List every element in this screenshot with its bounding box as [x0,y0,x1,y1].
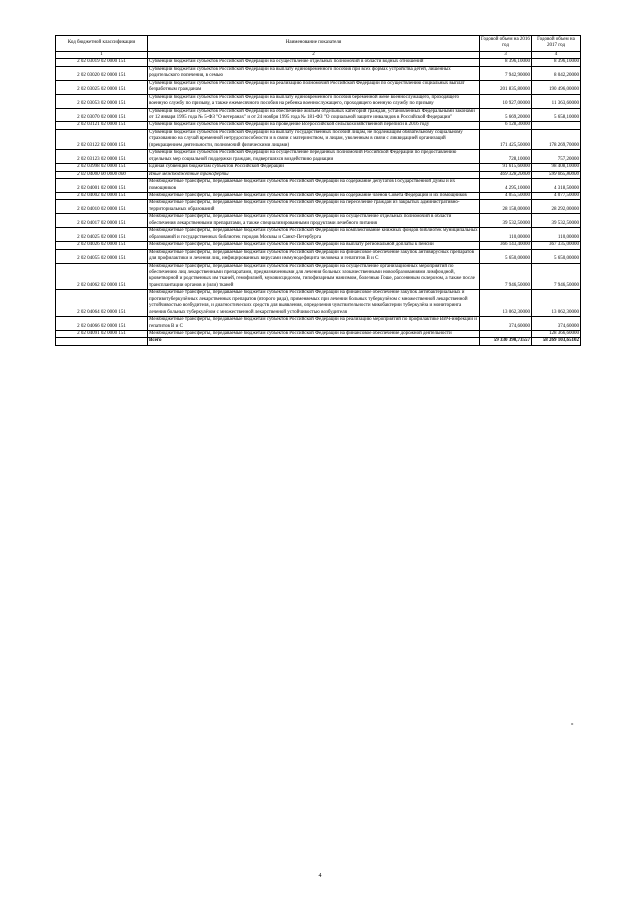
name-cell: Межбюджетные трансферты, передаваемые бюджетам субъектов Российской Федерации на выплату региональной доплаты к пенсии [148,242,480,249]
value-2016-cell: 91 615,60000 [480,164,532,171]
header-year-2016: Годовой объем на 2016 год [480,36,532,52]
page-number: 4 [318,873,322,879]
table-body [56,59,581,338]
header-name: Наименование показателя [148,36,480,52]
name-cell: Субвенции бюджетам субъектов Российской Федерации на реализацию полномочий Российской Федерации по осуществлению социальных выплат безработным гражданам [148,80,480,94]
value-2016-cell: 4 295,10000 [480,179,532,193]
name-cell: Субвенции бюджетам субъектов Российской Федерации на проведение Всероссийской сельскохозяйственной переписи в 2016 году [148,122,480,129]
total-code-cell [56,338,148,345]
value-2016-cell: 5 650,00000 [480,249,532,263]
value-2017-cell: 178 269,70000 [532,129,581,149]
value-2017-cell: 8 396,10000 [532,59,581,66]
column-number: 1 [56,51,148,58]
value-2016-cell: 5 669,20000 [480,108,532,122]
value-2017-cell: 367 335,00000 [532,242,581,249]
code-cell: 2 02 04055 02 0000 151 [56,249,148,263]
name-cell: Субвенции бюджетам субъектов Российской Федерации на осуществление переданных полномочий Российской Федерации по предоставлению отдельных мер социальной поддержки граждан, подвергшихся воздействию радиации [148,150,480,164]
code-cell: 2 02 04002 02 0000 151 [56,192,148,199]
value-2017-cell: 4 077,50000 [532,192,581,199]
value-2017-cell: 13 062,30000 [532,290,581,317]
code-cell: 2 02 03123 02 0000 151 [56,150,148,164]
code-cell: 2 02 03998 02 0000 151 [56,164,148,171]
code-cell: 2 02 03020 02 0000 151 [56,66,148,80]
value-2017-cell: 374,60000 [532,317,581,331]
column-number: 2 [148,51,480,58]
name-cell: Межбюджетные трансферты, передаваемые бюджетам субъектов Российской Федерации на финансовое обеспечение закупок антибактериальных и противотуберкулёзных лекарственных препаратов (второго ряда), применяемых при лечении больных туберкулёзом с множественной лекарственной устойчивостью возбудителя, и диагностических средств для выявления, определения чувствительности микобактерии туберкулёза и мониторинга лечения больных туберкулёзом с множественной лекарственной устойчивостью возбудителя [148,290,480,317]
name-cell: Межбюджетные трансферты, передаваемые бюджетам субъектов Российской Федерации на переселение граждан из закрытых административно-территориальных образований [148,200,480,214]
code-cell: 2 02 04064 02 0000 151 [56,290,148,317]
value-2016-cell: 366 143,40000 [480,242,532,249]
name-cell: Межбюджетные трансферты, передаваемые бюджетам субъектов Российской Федерации на финансовое обеспечение дорожной деятельности [148,331,480,338]
code-cell: 2 02 04025 02 0000 151 [56,228,148,242]
value-2017-cell: 8 042,20000 [532,66,581,80]
table-row [56,59,581,66]
code-cell: 2 02 04066 02 0000 151 [56,317,148,331]
table-row [56,249,581,263]
value-2016-cell: 28 158,00000 [480,200,532,214]
name-cell: Иные межбюджетные трансферты [148,171,480,178]
name-cell: Субвенции бюджетам субъектов Российской Федерации на выплату государственных пособий лицам, не подлежащим обязательному социальному страхованию на случай временной нетрудоспособности и в связи с материнством, и лицам, уволенным в связи с ликвидацией организаций (прекращением деятельности, полномочий физическими лицами) [148,129,480,149]
name-cell: Субвенции бюджетам субъектов Российской Федерации на выплату единовременного пособия при всех формах устройства детей, лишенных родительского попечения, в семью [148,66,480,80]
value-2017-cell: 5 658,10000 [532,108,581,122]
table-row [56,290,581,317]
value-2016-cell: 7 942,90000 [480,66,532,80]
code-cell: 2 02 04000 00 0000 000 [56,171,148,178]
table-row [56,66,581,80]
column-number: 3 [480,51,532,58]
table-row [56,331,581,338]
column-number: 4 [532,51,581,58]
code-cell: 2 02 03122 02 0000 151 [56,129,148,149]
table-row [56,129,581,149]
code-cell: 2 02 03025 02 0000 151 [56,80,148,94]
value-2017-cell: 599 065,80000 [532,171,581,178]
code-cell: 2 02 04017 02 0000 151 [56,214,148,228]
value-2017-cell: 7 946,50000 [532,263,581,290]
code-cell: 2 02 04062 02 0000 151 [56,263,148,290]
table-row [56,150,581,164]
value-2016-cell: 110,00000 [480,228,532,242]
value-2016-cell: 4 055,50000 [480,192,532,199]
name-cell: Единая субвенция бюджетам субъектов Российской Федерации [148,164,480,171]
code-cell: 2 02 03019 02 0000 151 [56,59,148,66]
table-row [56,80,581,94]
value-2017-cell: 757,20000 [532,150,581,164]
table-row [56,122,581,129]
value-2016-cell [480,331,532,338]
value-2016-cell: 39 532,50000 [480,214,532,228]
name-cell: Межбюджетные трансферты, передаваемые бюджетам субъектов Российской Федерации на осуществление организационных мероприятий по обеспечению лиц лекарственными препаратами, предназначенными для лечения больных злокачественными новообразованиями лимфоидной, кроветворной и родственных им тканей, гемофилией, муковисцидозом, гипофизарным нанизмом, болезнью Гоше, рассеянным склерозом, а также после трансплантации органов и (или) тканей [148,263,480,290]
value-2016-cell: 469 328,20000 [480,171,532,178]
header-year-2017: Годовой объем на 2017 год [532,36,581,52]
code-cell: 2 02 03070 02 0000 151 [56,108,148,122]
column-number-row [56,51,581,58]
name-cell: Субвенции бюджетам субъектов Российской Федерации на выплату единовременного пособия беременной жене военнослужащего, проходящего военную службу по призыву, а также ежемесячного пособия на ребенка военнослужащего, проходящего военную службу по призыву [148,94,480,108]
name-cell: Межбюджетные трансферты, передаваемые бюджетам субъектов Российской Федерации на финансовое обеспечение закупок антивирусных препаратов для профилактики и лечения лиц, инфицированных вирусами иммунодефицита человека и гепатитов В и С [148,249,480,263]
value-2016-cell: 10 927,00000 [480,94,532,108]
value-2016-cell: 374,60000 [480,317,532,331]
total-label: Всего [148,338,480,345]
budget-table [55,35,581,346]
value-2016-cell: 13 062,30000 [480,290,532,317]
total-2016: 59 330 390,73557 [480,338,532,345]
table-row [56,108,581,122]
value-2017-cell: 39 532,50000 [532,214,581,228]
table-row [56,242,581,249]
table-row [56,228,581,242]
value-2017-cell [532,122,581,129]
table-row [56,192,581,199]
table-row [56,179,581,193]
name-cell: Межбюджетные трансферты, передаваемые бюджетам субъектов Российской Федерации на осуществление отдельных полномочий в области обеспечения лекарственными препаратами, а также специализированными продуктами лечебного питания [148,214,480,228]
table-row [56,263,581,290]
name-cell: Межбюджетные трансферты, передаваемые бюджетам субъектов Российской Федерации на содержание депутатов Государственной Думы и их помощников [148,179,480,193]
name-cell: Межбюджетные трансферты, передаваемые бюджетам субъектов Российской Федерации на реализацию мероприятий по профилактике ВИЧ-инфекции и гепатитов В и С [148,317,480,331]
table-row [56,164,581,171]
value-2016-cell: 201 835,80000 [480,80,532,94]
value-2017-cell: 4 318,50000 [532,179,581,193]
total-2017: 58 269 103,65102 [532,338,581,345]
value-2016-cell: 171 425,50000 [480,129,532,149]
closing-quote-mark: » [571,722,574,727]
value-2017-cell: 98 408,10000 [532,164,581,171]
name-cell: Межбюджетные трансферты, передаваемые бюджетам субъектов Российской Федерации на содержание членов Совета Федерации и их помощников [148,192,480,199]
table-row [56,94,581,108]
table-row [56,171,581,178]
value-2017-cell: 128 366,60000 [532,331,581,338]
name-cell: Субвенции бюджетам субъектов Российской Федерации на осуществление отдельных полномочий в области водных отношений [148,59,480,66]
table-header-row [56,36,581,52]
value-2017-cell: 190 496,00000 [532,80,581,94]
code-cell: 2 02 04026 02 0000 151 [56,242,148,249]
code-cell: 2 02 03121 02 0000 151 [56,122,148,129]
name-cell: Субвенции бюджетам субъектов Российской Федерации на обеспечение жильем отдельных категорий граждан, установленных Федеральными законами от 12 января 1995 года № 5-ФЗ "О ветеранах" и от 24 ноября 1995 года № 181-ФЗ "О социальной защите инвалидов в Российской Федерации" [148,108,480,122]
value-2017-cell: 5 650,00000 [532,249,581,263]
value-2016-cell: 8 396,10000 [480,59,532,66]
value-2016-cell: 6 128,30000 [480,122,532,129]
table-row [56,200,581,214]
code-cell: 2 02 04010 02 0000 151 [56,200,148,214]
code-cell: 2 02 04001 02 0000 151 [56,179,148,193]
total-row [56,338,581,345]
code-cell: 2 02 04091 02 0000 151 [56,331,148,338]
name-cell: Межбюджетные трансферты, передаваемые бюджетам субъектов Российской Федерации на комплектование книжных фондов библиотек муниципальных образований и государственных библиотек городов Москвы и Санкт-Петербурга [149,228,478,240]
value-2017-cell: 28 292,00000 [532,200,581,214]
table-row [56,214,581,228]
value-2017-cell: 11 363,60000 [532,94,581,108]
header-code: Код бюджетной классификации [56,36,148,52]
value-2016-cell: 728,10000 [480,150,532,164]
value-2016-cell: 7 946,50000 [480,263,532,290]
value-2017-cell: 110,00000 [532,228,581,242]
code-cell: 2 02 03053 02 0000 151 [56,94,148,108]
table-row [56,317,581,331]
